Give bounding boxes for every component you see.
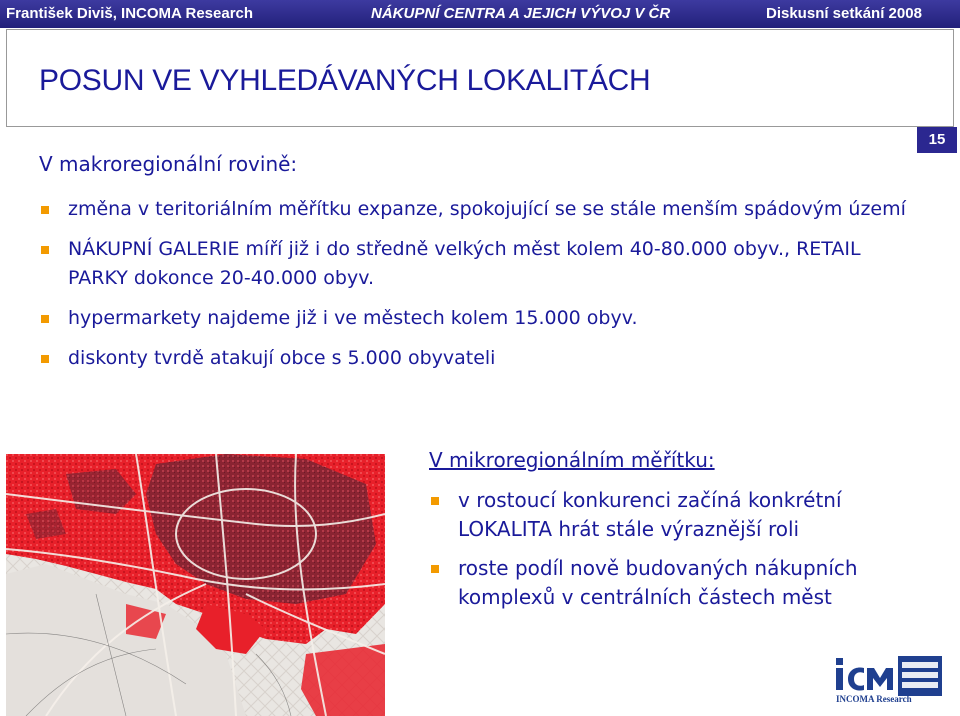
macro-heading: V makroregionální rovině: bbox=[39, 152, 298, 176]
slide-title: POSUN VE VYHLEDÁVANÝCH LOKALITÁCH bbox=[39, 64, 651, 97]
micro-bullet-list bbox=[431, 486, 921, 622]
header-presentation-title: NÁKUPNÍ CENTRA A JEJICH VÝVOJ V ČR bbox=[371, 5, 671, 22]
logo-label: INCOMA Research bbox=[836, 694, 912, 704]
header-bar bbox=[0, 0, 960, 28]
bullet-item bbox=[41, 344, 921, 373]
header-author: František Diviš, INCOMA Research bbox=[6, 5, 254, 22]
city-map-image bbox=[6, 454, 385, 716]
bullet-item bbox=[431, 486, 921, 544]
title-box bbox=[6, 29, 954, 127]
bullet-text: hypermarkety najdeme již i ve městech kolem 15.000 obyv. bbox=[68, 307, 638, 329]
header-event: Diskusní setkání 2008 bbox=[766, 5, 922, 22]
bullet-square-icon bbox=[431, 497, 439, 505]
bullet-item bbox=[431, 554, 921, 612]
bullet-square-icon bbox=[41, 355, 49, 363]
macro-bullet-list bbox=[41, 195, 921, 384]
page-number: 15 bbox=[917, 127, 957, 153]
bullet-square-icon bbox=[41, 246, 49, 254]
incoma-logo bbox=[834, 654, 944, 706]
bullet-item bbox=[41, 304, 921, 333]
micro-heading: V mikroregionálním měřítku: bbox=[429, 448, 715, 472]
bullet-square-icon bbox=[41, 315, 49, 323]
bullet-text: NÁKUPNÍ GALERIE míří již i do středně velkých měst kolem 40-80.000 obyv., RETAIL PARKY dokonce 20-40.000 obyv. bbox=[68, 238, 861, 289]
bullet-text: v rostoucí konkurenci začíná konkrétní LOKALITA hrát stále výraznější roli bbox=[458, 488, 842, 541]
bullet-item bbox=[41, 195, 921, 224]
bullet-text: roste podíl nově budovaných nákupních komplexů v centrálních částech měst bbox=[458, 556, 858, 609]
bullet-text: diskonty tvrdě atakují obce s 5.000 obyvateli bbox=[68, 347, 496, 369]
bullet-square-icon bbox=[41, 206, 49, 214]
bullet-square-icon bbox=[431, 565, 439, 573]
bullet-item bbox=[41, 235, 921, 293]
bullet-text: změna v teritoriálním měřítku expanze, spokojující se se stále menším spádovým území bbox=[68, 198, 906, 220]
